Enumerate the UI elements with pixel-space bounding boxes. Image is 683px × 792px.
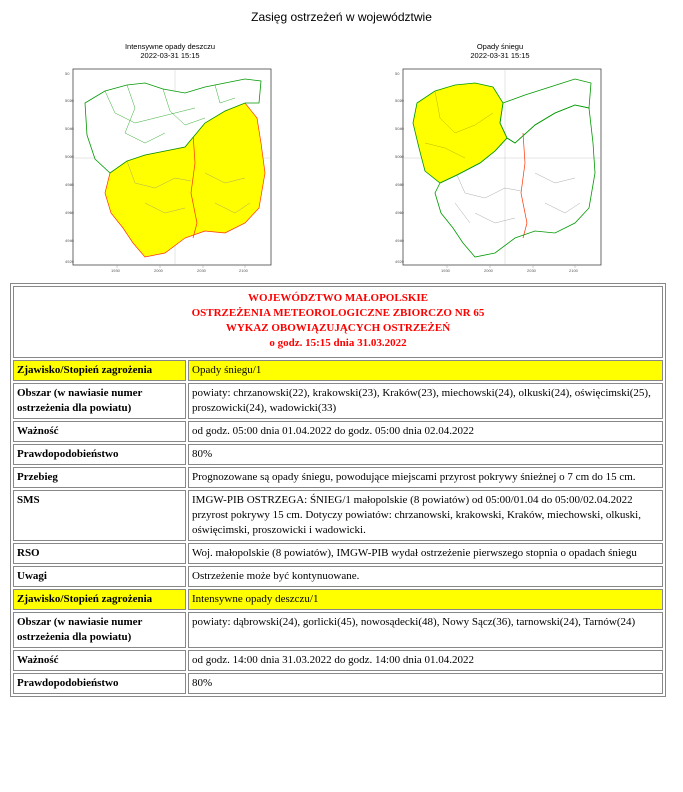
bulletin-header <box>13 286 663 358</box>
snow-map-xtick: 2000 <box>484 268 493 273</box>
warnings-table <box>10 283 666 697</box>
area-value: powiaty: dąbrowski(24), gorlicki(45), nowosądecki(48), Nowy Sącz(36), tarnowski(24), Tarnów(24) <box>188 612 663 648</box>
phenomenon-label: Zjawisko/Stopień zagrożenia <box>13 589 186 610</box>
rain-map-xtick: 2030 <box>197 268 206 273</box>
remarks-label: Uwagi <box>13 566 186 587</box>
validity-value: od godz. 14:00 dnia 31.03.2022 do godz. 14:00 dnia 01.04.2022 <box>188 650 663 671</box>
probability-label: Prawdopodobieństwo <box>13 673 186 694</box>
sms-value: IMGW-PIB OSTRZEGA: ŚNIEG/1 małopolskie (8 powiatów) od 05:00/01.04 do 05:00/02.04.2022 przyrost pokrywy 15 cm. Dotyczy powiatów: chrzanowski, krakowski, Kraków, miechowski, olkuski, oświęcimski, proszowicki i wadowicki. <box>188 490 663 541</box>
snow-map-xtick: 1930 <box>441 268 450 273</box>
area-label: Obszar (w nawiasie numer ostrzeżenia dla powiatu) <box>13 612 186 648</box>
rain-map-ytick: 4960 <box>65 210 74 215</box>
rain-warning-map <box>65 63 275 273</box>
table-row <box>13 490 663 541</box>
phenomenon-value: Opady śniegu/1 <box>188 360 663 381</box>
table-row <box>13 650 663 671</box>
snow-map-ytick: 4940 <box>395 238 404 243</box>
rain-map-xtick: 2000 <box>154 268 163 273</box>
validity-label: Ważność <box>13 421 186 442</box>
snow-warning-map <box>395 63 605 273</box>
course-label: Przebieg <box>13 467 186 488</box>
rain-map-title: Intensywne opady deszczu <box>124 42 216 51</box>
rain-map-timestamp: 2022-03-31 15:15 <box>140 51 200 60</box>
table-row <box>13 612 663 648</box>
page-title: Zasięg ostrzeżeń w województwie <box>251 10 432 24</box>
rain-map-xtick: 2100 <box>239 268 248 273</box>
bulletin-number: OSTRZEŻENIA METEOROLOGICZNE ZBIORCZO NR 65 <box>191 307 485 319</box>
rain-map-corner-label: 50 <box>65 71 70 76</box>
bulletin-time: o godz. 15:15 dnia 31.03.2022 <box>269 337 407 349</box>
probability-label: Prawdopodobieństwo <box>13 444 186 465</box>
snow-map-title: Opady śniegu <box>476 42 524 51</box>
snow-map-ytick: 4980 <box>395 182 404 187</box>
rain-map-ytick: 4980 <box>65 182 74 187</box>
bulletin-list-title: WYKAZ OBOWIĄZUJĄCYCH OSTRZEŻEŃ <box>225 322 451 334</box>
table-row <box>13 383 663 419</box>
snow-map-ytick: 5020 <box>395 98 404 103</box>
table-row <box>13 673 663 694</box>
sms-label: SMS <box>13 490 186 541</box>
snow-map-xtick: 2100 <box>569 268 578 273</box>
snow-map-panel <box>395 42 605 273</box>
table-row <box>13 467 663 488</box>
rain-map-ytick: 5040 <box>65 126 74 131</box>
table-row <box>13 566 663 587</box>
probability-value: 80% <box>188 673 663 694</box>
area-value: powiaty: chrzanowski(22), krakowski(23), Kraków(23), miechowski(24), olkuski(24), oświęcimski(25), proszowicki(24), wadowicki(33) <box>188 383 663 419</box>
rain-map-ytick: 5000 <box>65 154 74 159</box>
snow-map-ytick: 5000 <box>395 154 404 159</box>
phenomenon-value: Intensywne opady deszczu/1 <box>188 589 663 610</box>
snow-map-corner-label: 50 <box>395 71 400 76</box>
table-row <box>13 444 663 465</box>
rain-map-panel <box>65 42 275 273</box>
area-label: Obszar (w nawiasie numer ostrzeżenia dla powiatu) <box>13 383 186 419</box>
snow-map-timestamp: 2022-03-31 15:15 <box>470 51 530 60</box>
rain-map-ytick: 5020 <box>65 98 74 103</box>
table-row <box>13 589 663 610</box>
rain-map-xtick: 1930 <box>111 268 120 273</box>
rso-value: Woj. małopolskie (8 powiatów), IMGW-PIB wydał ostrzeżenie pierwszego stopnia o opadach śniegu <box>188 543 663 564</box>
snow-map-ytick: 4920 <box>395 259 404 264</box>
rso-label: RSO <box>13 543 186 564</box>
rain-map-ytick: 4940 <box>65 238 74 243</box>
table-row <box>13 543 663 564</box>
bulletin-voivodeship: WOJEWÓDZTWO MAŁOPOLSKIE <box>248 292 428 304</box>
snow-map-xtick: 2030 <box>527 268 536 273</box>
course-value: Prognozowane są opady śniegu, powodujące miejscami przyrost pokrywy śnieżnej o 7 cm do 15 cm. <box>188 467 663 488</box>
table-row <box>13 360 663 381</box>
rain-map-ytick: 4920 <box>65 259 74 264</box>
phenomenon-label: Zjawisko/Stopień zagrożenia <box>13 360 186 381</box>
validity-value: od godz. 05:00 dnia 01.04.2022 do godz. 05:00 dnia 02.04.2022 <box>188 421 663 442</box>
remarks-value: Ostrzeżenie może być kontynuowane. <box>188 566 663 587</box>
probability-value: 80% <box>188 444 663 465</box>
snow-map-ytick: 5040 <box>395 126 404 131</box>
snow-map-ytick: 4960 <box>395 210 404 215</box>
validity-label: Ważność <box>13 650 186 671</box>
table-row <box>13 421 663 442</box>
